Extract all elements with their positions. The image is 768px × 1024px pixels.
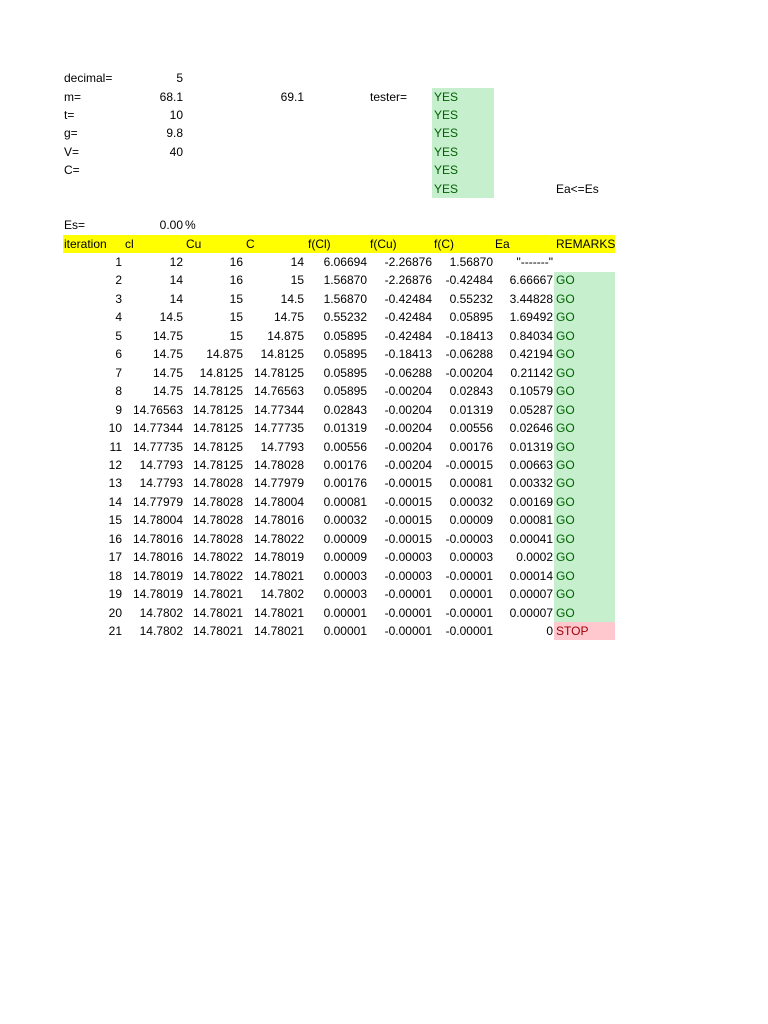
- cell-f-cl[interactable]: 0.55232: [323, 310, 367, 324]
- cell-remarks[interactable]: GO: [556, 476, 575, 490]
- tester-value: YES: [434, 182, 459, 196]
- cell-f-cu[interactable]: -0.00001: [384, 587, 432, 601]
- cell-cl[interactable]: 14.7793: [139, 458, 183, 472]
- cell-cu[interactable]: 14.78028: [192, 476, 243, 490]
- param-label-decimal: decimal=: [64, 71, 113, 85]
- cell-f-cu[interactable]: -0.42484: [384, 329, 432, 343]
- cell-f-cl[interactable]: 0.00009: [323, 532, 367, 546]
- cell-cu[interactable]: 15: [229, 310, 243, 324]
- cell-f-cl[interactable]: 0.00003: [323, 569, 367, 583]
- cell-cu[interactable]: 14.78028: [192, 495, 243, 509]
- cell-cu[interactable]: 14.8125: [199, 366, 243, 380]
- cell-iteration[interactable]: 20: [108, 606, 122, 620]
- cell-f-cl[interactable]: 0.05895: [323, 384, 367, 398]
- cell-c[interactable]: 14.77735: [253, 421, 304, 435]
- cell-cl[interactable]: 14.75: [152, 329, 183, 343]
- cell-f-cu[interactable]: -0.00003: [384, 569, 432, 583]
- cell-iteration[interactable]: 18: [108, 569, 122, 583]
- cell-cu[interactable]: 14.78125: [192, 403, 243, 417]
- cell-f-cu[interactable]: -2.26876: [384, 273, 432, 287]
- cell-f-cl[interactable]: 0.05895: [323, 366, 367, 380]
- cell-f-cu[interactable]: -0.06288: [384, 366, 432, 380]
- cell-remarks[interactable]: GO: [556, 329, 575, 343]
- cell-f-c[interactable]: 0.00001: [449, 587, 493, 601]
- cell-f-cu[interactable]: -0.00204: [384, 458, 432, 472]
- cell-remarks[interactable]: GO: [556, 587, 575, 601]
- cell-f-c[interactable]: -0.00003: [445, 532, 493, 546]
- tester-value: YES: [434, 108, 459, 122]
- header-cu: Cu: [186, 237, 202, 251]
- cell-c[interactable]: 14.78019: [253, 550, 304, 564]
- cell-c[interactable]: 14.78021: [253, 606, 304, 620]
- cell-cu[interactable]: 14.78028: [192, 513, 243, 527]
- cell-remarks[interactable]: GO: [556, 403, 575, 417]
- cell-f-cu[interactable]: -0.00015: [384, 476, 432, 490]
- cell-cl[interactable]: 14.78016: [132, 532, 183, 546]
- param-value-g[interactable]: 9.8: [166, 126, 183, 140]
- cell-remarks[interactable]: GO: [556, 292, 575, 306]
- param-value-m[interactable]: 68.1: [159, 90, 183, 104]
- tester-value: YES: [434, 126, 459, 140]
- cell-cl[interactable]: 14.75: [152, 384, 183, 398]
- cell-cu[interactable]: 14.78022: [192, 550, 243, 564]
- cell-remarks[interactable]: GO: [556, 310, 575, 324]
- cell-f-cu[interactable]: -0.18413: [384, 347, 432, 361]
- cell-c[interactable]: 14.78016: [253, 513, 304, 527]
- cell-remarks[interactable]: GO: [556, 366, 575, 380]
- cell-remarks[interactable]: GO: [556, 569, 575, 583]
- cell-f-c[interactable]: -0.06288: [445, 347, 493, 361]
- cell-remarks[interactable]: [556, 253, 615, 271]
- cell-cu[interactable]: 15: [229, 329, 243, 343]
- cell-ea[interactable]: 0.21142: [510, 366, 553, 380]
- cell-f-cl[interactable]: 0.00556: [323, 440, 367, 454]
- cell-f-cl[interactable]: 0.00003: [323, 587, 367, 601]
- cell-f-cu[interactable]: -0.00003: [384, 550, 432, 564]
- cell-c[interactable]: 15: [290, 273, 304, 287]
- cell-remarks[interactable]: GO: [556, 440, 575, 454]
- header-cl: cl: [125, 237, 134, 251]
- cell-f-c[interactable]: 1.56870: [449, 255, 493, 269]
- cell-c[interactable]: 14.5: [280, 292, 304, 306]
- cell-cu[interactable]: 14.78028: [192, 532, 243, 546]
- cell-cl[interactable]: 14: [169, 273, 183, 287]
- param-label-c: C=: [64, 163, 80, 177]
- cell-cl[interactable]: 14.78019: [132, 587, 183, 601]
- cell-remarks[interactable]: GO: [556, 513, 575, 527]
- cell-c[interactable]: 14.78125: [253, 366, 304, 380]
- extra-value[interactable]: 69.1: [280, 90, 304, 104]
- cell-c[interactable]: 14.8125: [260, 347, 304, 361]
- cell-f-cl[interactable]: 6.06694: [323, 255, 367, 269]
- cell-f-cu[interactable]: -0.00204: [384, 440, 432, 454]
- cell-f-cl[interactable]: 0.00176: [323, 476, 367, 490]
- cell-cl[interactable]: 14.77979: [132, 495, 183, 509]
- cell-c[interactable]: 14.77344: [253, 403, 304, 417]
- param-value-v[interactable]: 40: [169, 145, 183, 159]
- cell-f-c[interactable]: 0.55232: [449, 292, 493, 306]
- cell-c[interactable]: 14.75: [273, 310, 304, 324]
- tester-label: tester=: [370, 90, 408, 104]
- cell-cl[interactable]: 14.7802: [139, 606, 183, 620]
- cell-ea[interactable]: 0.0002: [516, 550, 553, 564]
- cell-cl[interactable]: 14.7793: [139, 476, 183, 490]
- cell-cu[interactable]: 16: [229, 255, 243, 269]
- cell-remarks[interactable]: GO: [556, 421, 575, 435]
- cell-ea[interactable]: 0.00332: [509, 476, 553, 490]
- cell-iteration[interactable]: 17: [108, 550, 122, 564]
- cell-f-c[interactable]: 0.00176: [449, 440, 493, 454]
- cell-cu[interactable]: 14.78022: [192, 569, 243, 583]
- cell-iteration[interactable]: 12: [108, 458, 122, 472]
- param-label-g: g=: [64, 126, 78, 140]
- cell-ea[interactable]: 0.00081: [509, 513, 553, 527]
- param-value-c[interactable]: [122, 161, 183, 179]
- cell-cu[interactable]: 14.875: [206, 347, 243, 361]
- cell-f-cu[interactable]: -0.00204: [384, 421, 432, 435]
- cell-f-cl[interactable]: 0.00001: [323, 606, 367, 620]
- cell-f-cu[interactable]: -0.00001: [384, 606, 432, 620]
- header-f-c: f(C): [434, 237, 454, 251]
- cell-iteration[interactable]: 8: [115, 384, 122, 398]
- cell-f-c[interactable]: 0.00003: [449, 550, 493, 564]
- header-iteration: iteration: [64, 237, 107, 251]
- header-f-cu: f(Cu): [370, 237, 397, 251]
- cell-ea[interactable]: 0.00041: [509, 532, 553, 546]
- cell-c[interactable]: 14.76563: [253, 384, 304, 398]
- cell-iteration[interactable]: 14: [108, 495, 122, 509]
- cell-cu[interactable]: 14.78021: [192, 624, 243, 638]
- cell-iteration[interactable]: 19: [108, 587, 122, 601]
- cell-cl[interactable]: 14.78016: [132, 550, 183, 564]
- cell-f-cl[interactable]: 0.02843: [323, 403, 367, 417]
- cell-remarks[interactable]: STOP: [554, 622, 615, 640]
- cell-f-cu[interactable]: -0.00204: [384, 384, 432, 398]
- cell-f-cu[interactable]: -2.26876: [384, 255, 432, 269]
- cell-cu[interactable]: 14.78125: [192, 440, 243, 454]
- cell-iteration[interactable]: 7: [115, 366, 122, 380]
- param-label-m: m=: [64, 90, 82, 104]
- cell-cl[interactable]: 14.78004: [132, 513, 183, 527]
- cell-cl[interactable]: 14: [169, 292, 183, 306]
- cell-cl[interactable]: 14.77344: [132, 421, 183, 435]
- cell-ea[interactable]: 0.42194: [509, 347, 553, 361]
- cell-f-cu[interactable]: -0.00001: [384, 624, 432, 638]
- header-row-highlight: [63, 235, 615, 253]
- cell-remarks[interactable]: GO: [556, 458, 575, 472]
- cell-iteration[interactable]: 6: [115, 347, 122, 361]
- cell-f-c[interactable]: -0.00001: [445, 606, 493, 620]
- cell-remarks[interactable]: GO: [556, 550, 575, 564]
- cell-f-c[interactable]: 0.00556: [449, 421, 493, 435]
- cell-c[interactable]: 14.78021: [253, 569, 304, 583]
- cell-f-cu[interactable]: -0.42484: [384, 310, 432, 324]
- cell-cl[interactable]: 14.5: [159, 310, 183, 324]
- cell-remarks[interactable]: GO: [556, 273, 575, 287]
- cell-cl[interactable]: 14.77735: [132, 440, 183, 454]
- cell-ea[interactable]: 0.00663: [509, 458, 553, 472]
- cell-iteration[interactable]: 5: [115, 329, 122, 343]
- cell-c[interactable]: 14.875: [267, 329, 304, 343]
- cell-remarks[interactable]: GO: [556, 532, 575, 546]
- cell-ea[interactable]: 0.84034: [509, 329, 553, 343]
- cell-ea[interactable]: 6.66667: [509, 273, 553, 287]
- cell-cu[interactable]: 15: [229, 292, 243, 306]
- cell-iteration[interactable]: 11: [109, 440, 122, 454]
- cell-ea[interactable]: 0: [546, 624, 553, 638]
- cell-f-c[interactable]: 0.01319: [449, 403, 493, 417]
- cell-iteration[interactable]: 13: [108, 476, 122, 490]
- cell-f-cl[interactable]: 0.00176: [323, 458, 367, 472]
- cell-cu[interactable]: 14.78125: [192, 384, 243, 398]
- cell-iteration[interactable]: 15: [108, 513, 122, 527]
- es-unit: %: [185, 218, 196, 232]
- cell-f-cl[interactable]: 0.00001: [323, 624, 367, 638]
- cell-iteration[interactable]: 10: [108, 421, 122, 435]
- cell-ea[interactable]: 1.69492: [509, 310, 553, 324]
- cell-ea[interactable]: 0.00007: [509, 587, 553, 601]
- cell-f-cl[interactable]: 0.01319: [323, 421, 367, 435]
- cell-f-cl[interactable]: 0.00032: [323, 513, 367, 527]
- cell-iteration[interactable]: 9: [115, 403, 122, 417]
- cell-c[interactable]: 14.78028: [253, 458, 304, 472]
- cell-cl[interactable]: 14.76563: [132, 403, 183, 417]
- cell-f-cu[interactable]: -0.00015: [384, 513, 432, 527]
- cell-iteration[interactable]: 21: [108, 624, 122, 638]
- cell-f-c[interactable]: 0.02843: [449, 384, 493, 398]
- cell-ea[interactable]: 3.44828: [509, 292, 553, 306]
- cell-remarks[interactable]: GO: [556, 384, 575, 398]
- header-c: C: [246, 237, 255, 251]
- cell-cu[interactable]: 14.78125: [192, 421, 243, 435]
- cell-c[interactable]: 14.78004: [253, 495, 304, 509]
- cell-c[interactable]: 14.7793: [260, 440, 304, 454]
- cell-c[interactable]: 14: [290, 255, 304, 269]
- cell-f-c[interactable]: 0.00032: [449, 495, 493, 509]
- cell-ea[interactable]: 0.00007: [509, 606, 553, 620]
- cell-ea[interactable]: 0.02646: [509, 421, 553, 435]
- cell-iteration[interactable]: 4: [115, 310, 122, 324]
- param-value-decimal[interactable]: 5: [176, 71, 183, 85]
- cell-f-c[interactable]: -0.18413: [445, 329, 493, 343]
- cell-f-c[interactable]: -0.00015: [445, 458, 493, 472]
- cell-ea[interactable]: 0.01319: [509, 440, 553, 454]
- cell-c[interactable]: 14.78022: [253, 532, 304, 546]
- cell-f-c[interactable]: -0.00001: [445, 569, 493, 583]
- cell-iteration[interactable]: 1: [115, 255, 122, 269]
- cell-c[interactable]: 14.7802: [260, 587, 304, 601]
- tester-value: YES: [434, 90, 459, 104]
- cell-ea[interactable]: "-------": [516, 255, 553, 269]
- cell-f-c[interactable]: -0.00001: [445, 624, 493, 638]
- cell-iteration[interactable]: 16: [108, 532, 122, 546]
- header-f-cl: f(Cl): [308, 237, 331, 251]
- cell-f-cl[interactable]: 0.00081: [323, 495, 367, 509]
- cell-f-cu[interactable]: -0.00204: [384, 403, 432, 417]
- cell-cl[interactable]: 14.78019: [132, 569, 183, 583]
- condition-label: Ea<=Es: [556, 182, 599, 196]
- cell-cl[interactable]: 14.75: [152, 347, 183, 361]
- cell-remarks[interactable]: GO: [556, 495, 575, 509]
- cell-c[interactable]: 14.78021: [253, 624, 304, 638]
- es-label: Es=: [64, 218, 86, 232]
- cell-cu[interactable]: 14.78021: [192, 606, 243, 620]
- cell-cl[interactable]: 14.7802: [139, 624, 183, 638]
- cell-cu[interactable]: 14.78125: [192, 458, 243, 472]
- tester-value: YES: [434, 145, 459, 159]
- cell-remarks[interactable]: GO: [556, 347, 575, 361]
- cell-c[interactable]: 14.77979: [253, 476, 304, 490]
- cell-f-c[interactable]: 0.00009: [449, 513, 493, 527]
- cell-f-c[interactable]: -0.42484: [445, 273, 493, 287]
- cell-f-cl[interactable]: 0.05895: [323, 347, 367, 361]
- es-value[interactable]: 0.00: [159, 218, 183, 232]
- cell-ea[interactable]: 0.10579: [509, 384, 553, 398]
- cell-iteration[interactable]: 3: [115, 292, 122, 306]
- cell-f-cl[interactable]: 1.56870: [323, 292, 367, 306]
- cell-ea[interactable]: 0.05287: [509, 403, 553, 417]
- cell-f-c[interactable]: 0.05895: [449, 310, 493, 324]
- cell-cl[interactable]: 14.75: [152, 366, 183, 380]
- cell-f-cl[interactable]: 0.00009: [323, 550, 367, 564]
- cell-f-cu[interactable]: -0.00015: [384, 495, 432, 509]
- cell-f-cl[interactable]: 0.05895: [323, 329, 367, 343]
- cell-ea[interactable]: 0.00169: [509, 495, 553, 509]
- cell-f-cu[interactable]: -0.00015: [384, 532, 432, 546]
- cell-cl[interactable]: 12: [169, 255, 183, 269]
- cell-f-cl[interactable]: 1.56870: [323, 273, 367, 287]
- param-label-v: V=: [64, 145, 80, 159]
- cell-iteration[interactable]: 2: [115, 273, 122, 287]
- cell-f-c[interactable]: 0.00081: [449, 476, 493, 490]
- cell-f-c[interactable]: -0.00204: [445, 366, 493, 380]
- cell-remarks[interactable]: GO: [556, 606, 575, 620]
- cell-ea[interactable]: 0.00014: [509, 569, 553, 583]
- header-remarks: REMARKS: [556, 237, 616, 251]
- cell-cu[interactable]: 14.78021: [192, 587, 243, 601]
- cell-cu[interactable]: 16: [229, 273, 243, 287]
- param-label-t: t=: [64, 108, 75, 122]
- tester-value: YES: [434, 163, 459, 177]
- cell-f-cu[interactable]: -0.42484: [384, 292, 432, 306]
- param-value-t[interactable]: 10: [169, 108, 183, 122]
- header-ea: Ea: [495, 237, 510, 251]
